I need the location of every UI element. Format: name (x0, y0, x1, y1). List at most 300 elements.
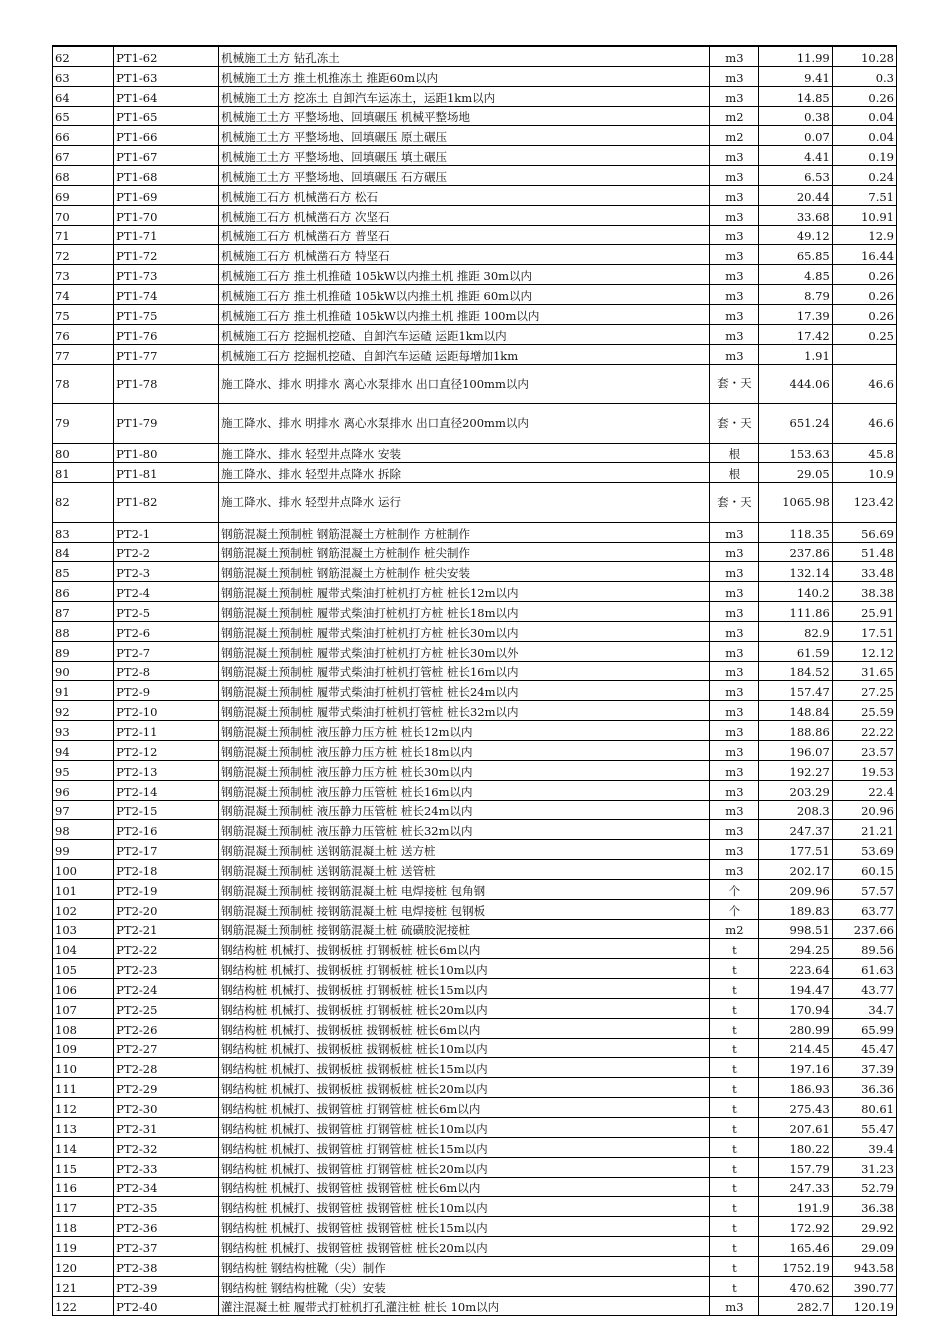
item-code-cell: PT1-66 (114, 126, 219, 146)
unit-cell: m3 (710, 324, 759, 344)
row-number-cell: 122 (53, 1296, 114, 1316)
labor-cost-cell: 0.26 (832, 86, 896, 106)
item-code-cell: PT2-10 (114, 701, 219, 721)
row-number-cell: 75 (53, 304, 114, 324)
item-name-cell: 施工降水、排水 轻型井点降水 拆除 (219, 463, 710, 483)
labor-cost-cell: 37.39 (832, 1058, 896, 1078)
table-row (53, 1157, 897, 1177)
row-number-cell: 94 (53, 740, 114, 760)
unit-price-cell: 214.45 (759, 1038, 832, 1058)
unit-price-cell: 20.44 (759, 185, 832, 205)
item-name-cell: 钢筋混凝土预制桩 钢筋混凝土方桩制作 方桩制作 (219, 522, 710, 542)
unit-cell: t (710, 1256, 759, 1276)
item-code-cell: PT1-62 (114, 46, 219, 66)
row-number-cell: 76 (53, 324, 114, 344)
unit-price-cell: 0.38 (759, 106, 832, 126)
labor-cost-cell: 45.47 (832, 1038, 896, 1058)
table-row (53, 245, 897, 265)
table-row (53, 1276, 897, 1296)
unit-cell: t (710, 1177, 759, 1197)
item-code-cell: PT2-12 (114, 740, 219, 760)
labor-cost-cell: 38.38 (832, 582, 896, 602)
labor-cost-cell: 80.61 (832, 1098, 896, 1118)
unit-cell: t (710, 1237, 759, 1257)
row-number-cell: 71 (53, 225, 114, 245)
table-row (53, 860, 897, 880)
unit-cell: m3 (710, 701, 759, 721)
unit-price-cell: 157.79 (759, 1157, 832, 1177)
unit-cell: m3 (710, 1296, 759, 1316)
table-row (53, 225, 897, 245)
row-number-cell: 68 (53, 166, 114, 186)
unit-price-cell: 14.85 (759, 86, 832, 106)
item-code-cell: PT2-13 (114, 760, 219, 780)
unit-price-cell: 172.92 (759, 1217, 832, 1237)
item-code-cell: PT1-82 (114, 483, 219, 523)
row-number-cell: 67 (53, 146, 114, 166)
item-code-cell: PT1-67 (114, 146, 219, 166)
item-code-cell: PT2-20 (114, 899, 219, 919)
unit-cell: m3 (710, 800, 759, 820)
item-code-cell: PT1-80 (114, 443, 219, 463)
labor-cost-cell: 0.04 (832, 106, 896, 126)
unit-price-cell: 9.41 (759, 66, 832, 86)
item-code-cell: PT2-17 (114, 840, 219, 860)
unit-cell: m2 (710, 919, 759, 939)
item-code-cell: PT2-33 (114, 1157, 219, 1177)
table-row (53, 562, 897, 582)
labor-cost-cell: 10.9 (832, 463, 896, 483)
unit-price-cell: 202.17 (759, 860, 832, 880)
unit-cell: t (710, 959, 759, 979)
unit-cell: m3 (710, 681, 759, 701)
unit-price-cell: 170.94 (759, 998, 832, 1018)
row-number-cell: 90 (53, 661, 114, 681)
table-row (53, 166, 897, 186)
item-code-cell: PT2-15 (114, 800, 219, 820)
item-name-cell: 钢结构桩 机械打、拔钢板桩 拔钢板桩 桩长15m以内 (219, 1058, 710, 1078)
item-code-cell: PT2-4 (114, 582, 219, 602)
item-code-cell: PT1-71 (114, 225, 219, 245)
unit-price-cell: 188.86 (759, 721, 832, 741)
unit-cell: t (710, 1038, 759, 1058)
item-code-cell: PT2-34 (114, 1177, 219, 1197)
labor-cost-cell: 12.9 (832, 225, 896, 245)
item-name-cell: 钢筋混凝土预制桩 接钢筋混凝土桩 电焊接桩 包钢板 (219, 899, 710, 919)
quota-table-body (53, 46, 897, 1316)
labor-cost-cell: 0.26 (832, 285, 896, 305)
labor-cost-cell: 27.25 (832, 681, 896, 701)
labor-cost-cell: 22.4 (832, 780, 896, 800)
item-code-cell: PT2-31 (114, 1118, 219, 1138)
item-name-cell: 机械施工石方 机械凿石方 次坚石 (219, 205, 710, 225)
row-number-cell: 74 (53, 285, 114, 305)
labor-cost-cell: 10.28 (832, 46, 896, 66)
unit-price-cell: 247.33 (759, 1177, 832, 1197)
unit-price-cell: 294.25 (759, 939, 832, 959)
item-code-cell: PT2-27 (114, 1038, 219, 1058)
labor-cost-cell: 0.25 (832, 324, 896, 344)
item-name-cell: 钢结构桩 机械打、拔钢板桩 拔钢板桩 桩长6m以内 (219, 1018, 710, 1038)
table-row (53, 661, 897, 681)
item-code-cell: PT1-68 (114, 166, 219, 186)
unit-price-cell: 191.9 (759, 1197, 832, 1217)
row-number-cell: 112 (53, 1098, 114, 1118)
unit-cell: t (710, 1197, 759, 1217)
table-row (53, 800, 897, 820)
labor-cost-cell: 46.6 (832, 404, 896, 444)
unit-cell: m3 (710, 344, 759, 364)
row-number-cell: 77 (53, 344, 114, 364)
item-code-cell: PT2-3 (114, 562, 219, 582)
labor-cost-cell: 0.26 (832, 265, 896, 285)
labor-cost-cell: 943.58 (832, 1256, 896, 1276)
table-row (53, 899, 897, 919)
item-code-cell: PT2-32 (114, 1137, 219, 1157)
item-code-cell: PT2-14 (114, 780, 219, 800)
labor-cost-cell: 123.42 (832, 483, 896, 523)
unit-price-cell: 192.27 (759, 760, 832, 780)
unit-cell: t (710, 1018, 759, 1038)
item-code-cell: PT2-36 (114, 1217, 219, 1237)
table-row (53, 1058, 897, 1078)
unit-cell: m3 (710, 542, 759, 562)
table-row (53, 602, 897, 622)
row-number-cell: 103 (53, 919, 114, 939)
item-code-cell: PT2-18 (114, 860, 219, 880)
table-row (53, 1217, 897, 1237)
row-number-cell: 101 (53, 879, 114, 899)
item-code-cell: PT1-77 (114, 344, 219, 364)
row-number-cell: 66 (53, 126, 114, 146)
table-row (53, 780, 897, 800)
item-code-cell: PT1-65 (114, 106, 219, 126)
unit-cell: t (710, 1098, 759, 1118)
row-number-cell: 96 (53, 780, 114, 800)
item-name-cell: 机械施工石方 机械凿石方 松石 (219, 185, 710, 205)
table-row (53, 344, 897, 364)
unit-cell: t (710, 1078, 759, 1098)
item-code-cell: PT2-29 (114, 1078, 219, 1098)
item-name-cell: 钢结构桩 机械打、拔钢管桩 拔钢管桩 桩长20m以内 (219, 1237, 710, 1257)
unit-price-cell: 4.41 (759, 146, 832, 166)
labor-cost-cell: 17.51 (832, 621, 896, 641)
item-code-cell: PT2-30 (114, 1098, 219, 1118)
item-code-cell: PT2-24 (114, 979, 219, 999)
item-name-cell: 机械施工石方 机械凿石方 普坚石 (219, 225, 710, 245)
row-number-cell: 110 (53, 1058, 114, 1078)
item-code-cell: PT1-63 (114, 66, 219, 86)
table-row (53, 641, 897, 661)
item-name-cell: 机械施工土方 平整场地、回填碾压 填土碾压 (219, 146, 710, 166)
unit-cell: m3 (710, 840, 759, 860)
item-name-cell: 钢结构桩 机械打、拔钢管桩 拔钢管桩 桩长10m以内 (219, 1197, 710, 1217)
item-code-cell: PT2-28 (114, 1058, 219, 1078)
row-number-cell: 79 (53, 404, 114, 444)
item-name-cell: 钢结构桩 机械打、拔钢板桩 拔钢板桩 桩长10m以内 (219, 1038, 710, 1058)
item-code-cell: PT2-25 (114, 998, 219, 1018)
labor-cost-cell: 39.4 (832, 1137, 896, 1157)
unit-cell: m3 (710, 602, 759, 622)
row-number-cell: 62 (53, 46, 114, 66)
table-row (53, 1118, 897, 1138)
unit-cell: 套・天 (710, 364, 759, 404)
unit-cell: m3 (710, 46, 759, 66)
labor-cost-cell: 22.22 (832, 721, 896, 741)
table-row (53, 1078, 897, 1098)
item-name-cell: 钢结构桩 机械打、拔钢管桩 打钢管桩 桩长15m以内 (219, 1137, 710, 1157)
row-number-cell: 78 (53, 364, 114, 404)
row-number-cell: 118 (53, 1217, 114, 1237)
table-row (53, 721, 897, 741)
item-name-cell: 钢结构桩 机械打、拔钢板桩 拔钢板桩 桩长20m以内 (219, 1078, 710, 1098)
unit-cell: 套・天 (710, 483, 759, 523)
table-row (53, 1256, 897, 1276)
unit-price-cell: 208.3 (759, 800, 832, 820)
unit-price-cell: 186.93 (759, 1078, 832, 1098)
labor-cost-cell: 61.63 (832, 959, 896, 979)
item-code-cell: PT1-69 (114, 185, 219, 205)
unit-cell: m2 (710, 126, 759, 146)
item-name-cell: 灌注混凝土桩 履带式打桩机打孔灌注桩 桩长 10m以内 (219, 1296, 710, 1316)
row-number-cell: 113 (53, 1118, 114, 1138)
item-name-cell: 施工降水、排水 明排水 离心水泵排水 出口直径200mm以内 (219, 404, 710, 444)
table-row (53, 46, 897, 66)
row-number-cell: 121 (53, 1276, 114, 1296)
labor-cost-cell: 55.47 (832, 1118, 896, 1138)
unit-cell: t (710, 1118, 759, 1138)
item-name-cell: 钢筋混凝土预制桩 钢筋混凝土方桩制作 桩尖制作 (219, 542, 710, 562)
item-name-cell: 钢筋混凝土预制桩 履带式柴油打桩机打管桩 桩长24m以内 (219, 681, 710, 701)
unit-price-cell: 444.06 (759, 364, 832, 404)
labor-cost-cell: 45.8 (832, 443, 896, 463)
item-name-cell: 机械施工石方 挖掘机挖碴、自卸汽车运碴 运距1km以内 (219, 324, 710, 344)
table-row (53, 1137, 897, 1157)
unit-price-cell: 17.42 (759, 324, 832, 344)
item-name-cell: 钢筋混凝土预制桩 履带式柴油打桩机打管桩 桩长32m以内 (219, 701, 710, 721)
unit-price-cell: 223.64 (759, 959, 832, 979)
table-row (53, 1197, 897, 1217)
unit-cell: m3 (710, 66, 759, 86)
labor-cost-cell: 20.96 (832, 800, 896, 820)
table-row (53, 1018, 897, 1038)
labor-cost-cell: 46.6 (832, 364, 896, 404)
unit-price-cell: 189.83 (759, 899, 832, 919)
item-name-cell: 钢筋混凝土预制桩 履带式柴油打桩机打管桩 桩长16m以内 (219, 661, 710, 681)
table-row (53, 979, 897, 999)
unit-price-cell: 65.85 (759, 245, 832, 265)
item-name-cell: 钢筋混凝土预制桩 钢筋混凝土方桩制作 桩尖安装 (219, 562, 710, 582)
unit-cell: t (710, 1217, 759, 1237)
labor-cost-cell: 52.79 (832, 1177, 896, 1197)
item-name-cell: 钢结构桩 钢结构桩靴（尖）制作 (219, 1256, 710, 1276)
table-row (53, 1098, 897, 1118)
row-number-cell: 91 (53, 681, 114, 701)
row-number-cell: 98 (53, 820, 114, 840)
table-row (53, 840, 897, 860)
row-number-cell: 72 (53, 245, 114, 265)
unit-price-cell: 6.53 (759, 166, 832, 186)
table-row (53, 919, 897, 939)
unit-cell: t (710, 1276, 759, 1296)
unit-cell: m3 (710, 760, 759, 780)
table-row (53, 1038, 897, 1058)
item-code-cell: PT1-73 (114, 265, 219, 285)
row-number-cell: 82 (53, 483, 114, 523)
row-number-cell: 116 (53, 1177, 114, 1197)
item-name-cell: 钢筋混凝土预制桩 液压静力压管桩 桩长24m以内 (219, 800, 710, 820)
unit-cell: m3 (710, 641, 759, 661)
row-number-cell: 73 (53, 265, 114, 285)
item-code-cell: PT2-5 (114, 602, 219, 622)
table-row (53, 820, 897, 840)
item-name-cell: 钢筋混凝土预制桩 履带式柴油打桩机打方桩 桩长12m以内 (219, 582, 710, 602)
table-row (53, 86, 897, 106)
unit-cell: m3 (710, 86, 759, 106)
unit-price-cell: 247.37 (759, 820, 832, 840)
labor-cost-cell: 23.57 (832, 740, 896, 760)
table-row (53, 1296, 897, 1316)
table-row (53, 1177, 897, 1197)
row-number-cell: 70 (53, 205, 114, 225)
labor-cost-cell: 36.38 (832, 1197, 896, 1217)
labor-cost-cell: 0.04 (832, 126, 896, 146)
unit-cell: t (710, 939, 759, 959)
item-name-cell: 钢结构桩 机械打、拔钢板桩 打钢板桩 桩长20m以内 (219, 998, 710, 1018)
labor-cost-cell: 10.91 (832, 205, 896, 225)
table-row (53, 285, 897, 305)
labor-cost-cell: 36.36 (832, 1078, 896, 1098)
item-name-cell: 机械施工石方 挖掘机挖碴、自卸汽车运碴 运距每增加1km (219, 344, 710, 364)
labor-cost-cell: 7.51 (832, 185, 896, 205)
item-name-cell: 钢筋混凝土预制桩 液压静力压方桩 桩长12m以内 (219, 721, 710, 741)
table-row (53, 959, 897, 979)
item-name-cell: 施工降水、排水 轻型井点降水 运行 (219, 483, 710, 523)
row-number-cell: 109 (53, 1038, 114, 1058)
item-code-cell: PT2-2 (114, 542, 219, 562)
labor-cost-cell: 0.26 (832, 304, 896, 324)
table-row (53, 522, 897, 542)
item-name-cell: 机械施工土方 平整场地、回填碾压 原土碾压 (219, 126, 710, 146)
unit-price-cell: 17.39 (759, 304, 832, 324)
item-code-cell: PT1-76 (114, 324, 219, 344)
labor-cost-cell: 56.69 (832, 522, 896, 542)
row-number-cell: 119 (53, 1237, 114, 1257)
unit-cell: m3 (710, 522, 759, 542)
unit-price-cell: 118.35 (759, 522, 832, 542)
item-code-cell: PT2-9 (114, 681, 219, 701)
item-code-cell: PT2-11 (114, 721, 219, 741)
unit-price-cell: 29.05 (759, 463, 832, 483)
table-row (53, 106, 897, 126)
unit-price-cell: 82.9 (759, 621, 832, 641)
unit-price-cell: 470.62 (759, 1276, 832, 1296)
table-row (53, 364, 897, 404)
table-row (53, 304, 897, 324)
row-number-cell: 84 (53, 542, 114, 562)
item-name-cell: 机械施工石方 推土机推碴 105kW以内推土机 推距 100m以内 (219, 304, 710, 324)
unit-cell: t (710, 1137, 759, 1157)
row-number-cell: 117 (53, 1197, 114, 1217)
item-code-cell: PT1-72 (114, 245, 219, 265)
labor-cost-cell: 120.19 (832, 1296, 896, 1316)
row-number-cell: 87 (53, 602, 114, 622)
item-code-cell: PT1-79 (114, 404, 219, 444)
unit-price-cell: 196.07 (759, 740, 832, 760)
item-name-cell: 机械施工石方 机械凿石方 特坚石 (219, 245, 710, 265)
unit-price-cell: 280.99 (759, 1018, 832, 1038)
table-row (53, 443, 897, 463)
table-row (53, 542, 897, 562)
row-number-cell: 85 (53, 562, 114, 582)
labor-cost-cell: 57.57 (832, 879, 896, 899)
labor-cost-cell: 25.59 (832, 701, 896, 721)
row-number-cell: 80 (53, 443, 114, 463)
labor-cost-cell: 16.44 (832, 245, 896, 265)
unit-price-cell: 275.43 (759, 1098, 832, 1118)
unit-price-cell: 8.79 (759, 285, 832, 305)
unit-cell: t (710, 1157, 759, 1177)
item-name-cell: 钢结构桩 机械打、拔钢板桩 打钢板桩 桩长10m以内 (219, 959, 710, 979)
unit-cell: t (710, 998, 759, 1018)
item-name-cell: 钢结构桩 机械打、拔钢板桩 打钢板桩 桩长15m以内 (219, 979, 710, 999)
unit-cell: m3 (710, 185, 759, 205)
unit-cell: m3 (710, 780, 759, 800)
table-row (53, 582, 897, 602)
unit-price-cell: 140.2 (759, 582, 832, 602)
labor-cost-cell (832, 344, 896, 364)
table-row (53, 126, 897, 146)
item-name-cell: 钢结构桩 机械打、拔钢板桩 打钢板桩 桩长6m以内 (219, 939, 710, 959)
item-code-cell: PT2-22 (114, 939, 219, 959)
labor-cost-cell: 31.65 (832, 661, 896, 681)
item-name-cell: 施工降水、排水 轻型井点降水 安装 (219, 443, 710, 463)
item-name-cell: 钢筋混凝土预制桩 履带式柴油打桩机打方桩 桩长30m以内 (219, 621, 710, 641)
unit-cell: t (710, 1058, 759, 1078)
unit-cell: m3 (710, 225, 759, 245)
labor-cost-cell: 65.99 (832, 1018, 896, 1038)
unit-cell: m3 (710, 562, 759, 582)
unit-cell: m3 (710, 205, 759, 225)
table-row (53, 1237, 897, 1257)
row-number-cell: 69 (53, 185, 114, 205)
table-row (53, 740, 897, 760)
unit-price-cell: 49.12 (759, 225, 832, 245)
table-row (53, 404, 897, 444)
row-number-cell: 104 (53, 939, 114, 959)
item-name-cell: 钢结构桩 机械打、拔钢管桩 拔钢管桩 桩长6m以内 (219, 1177, 710, 1197)
item-code-cell: PT1-75 (114, 304, 219, 324)
table-row (53, 681, 897, 701)
unit-price-cell: 61.59 (759, 641, 832, 661)
row-number-cell: 92 (53, 701, 114, 721)
labor-cost-cell: 34.7 (832, 998, 896, 1018)
table-row (53, 185, 897, 205)
unit-price-cell: 165.46 (759, 1237, 832, 1257)
unit-cell: m3 (710, 265, 759, 285)
table-row (53, 205, 897, 225)
labor-cost-cell: 19.53 (832, 760, 896, 780)
item-name-cell: 钢结构桩 机械打、拔钢管桩 打钢管桩 桩长6m以内 (219, 1098, 710, 1118)
item-name-cell: 钢筋混凝土预制桩 液压静力压管桩 桩长32m以内 (219, 820, 710, 840)
item-code-cell: PT2-40 (114, 1296, 219, 1316)
row-number-cell: 93 (53, 721, 114, 741)
unit-price-cell: 33.68 (759, 205, 832, 225)
table-row (53, 701, 897, 721)
labor-cost-cell: 63.77 (832, 899, 896, 919)
labor-cost-cell: 25.91 (832, 602, 896, 622)
table-row (53, 998, 897, 1018)
